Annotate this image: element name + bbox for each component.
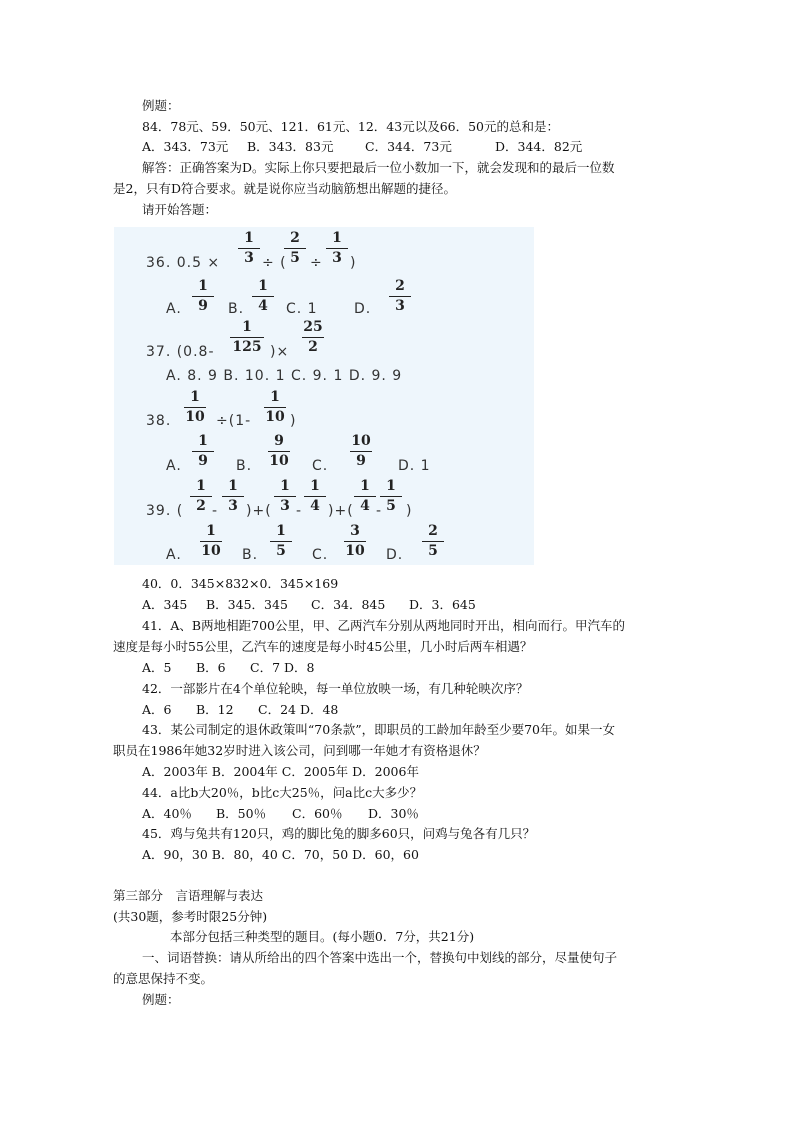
example-question: 84．78元、59．50元、121．61元、12．43元以及66．50元的总和是：	[142, 119, 560, 134]
q45: 45．鸡与兔共有120只，鸡的脚比兔的脚多60只，问鸡与兔各有几只？	[142, 826, 536, 841]
q38-close: )	[290, 413, 297, 429]
q39-fraction-6: 1 5	[380, 478, 402, 515]
q38-option-a: 1 9	[192, 433, 214, 470]
q39-c-label: C.	[312, 547, 329, 563]
answer-line-2: 是2，只有D符合要求。就是说你应当动脑筋想出解题的捷径。	[113, 181, 456, 196]
q38-option-c: 10 9	[351, 433, 371, 469]
option-b: B．343．83元	[247, 139, 334, 154]
q38-b-label: B.	[236, 458, 253, 474]
q39-join-2: )+(	[328, 503, 354, 519]
q38-prefix: 38.	[146, 413, 172, 429]
q38-option-d: D. 1	[398, 458, 431, 474]
q39-option-a: 1 10	[201, 523, 221, 559]
math-questions-image	[114, 227, 534, 565]
q38-fraction-2: 1 10	[265, 389, 285, 425]
q36-fraction-3: 1 3	[326, 230, 348, 267]
example-options	[142, 139, 582, 155]
q44-options: A．40％ B．50％ C．60％ D．30％	[142, 806, 419, 821]
q36-op1: ÷ (	[262, 255, 287, 271]
q39-fraction-2: 1 3	[222, 478, 244, 515]
q39-minus-2: -	[296, 503, 303, 519]
q41-line-2: 速度是每小时55公里，乙汽车的速度是每小时45公里，几小时后两车相遇？	[113, 639, 533, 654]
q36-op2: ÷	[310, 255, 323, 271]
q39-join-1: )+(	[246, 503, 272, 519]
option-c: C．344．73元	[365, 139, 452, 154]
option-d: D．344．82元	[495, 139, 583, 154]
part3-title: 第三部分 言语理解与表达	[113, 888, 264, 903]
q38-mid: ÷(1-	[216, 413, 252, 429]
option-a: A．343．73元	[142, 139, 229, 154]
part3-description: 本部分包括三种类型的题目。(每小题0．7分，共21分)	[170, 929, 475, 944]
q38-option-b: 9 10	[269, 433, 289, 469]
q36-prefix: 36. 0.5 ×	[146, 255, 221, 271]
q36-option-b: 1 4	[252, 278, 274, 315]
q39-option-b: 1 5	[270, 523, 292, 560]
q38-fraction-1: 1 10	[185, 389, 205, 425]
q37-prefix: 37. (0.8-	[146, 344, 215, 360]
q36-close: )	[350, 255, 357, 271]
q39-minus-3: -	[376, 503, 383, 519]
q39-fraction-5: 1 4	[354, 478, 376, 515]
q36-option-c: C. 1	[286, 301, 318, 317]
q41-line-1: 41．A、B两地相距700公里，甲、乙两汽车分别从两地同时开出，相向而行。甲汽车的	[142, 618, 625, 633]
q36-option-d: 2 3	[389, 278, 411, 315]
q38-c-label: C.	[312, 458, 329, 474]
q37-fraction-2: 25 2	[303, 319, 323, 355]
q39-option-c: 3 10	[345, 523, 365, 559]
q43-line-2: 职员在1986年她32岁时进入该公司，问到哪一年她才有资格退休？	[113, 743, 486, 758]
q39-d-label: D.	[386, 547, 404, 563]
section1-line-1: 一、词语替换：请从所给出的四个答案中选出一个，替换句中划线的部分，尽量使句子	[142, 950, 618, 965]
q37-mid: )×	[270, 344, 290, 360]
q40: 40．0．345×832×0．345×169	[142, 576, 339, 591]
q43-line-1: 43．某公司制定的退休政策叫“70条款”，即职员的工龄加年龄至少要70年。如果一女	[142, 722, 615, 737]
answer-line-1: 解答：正确答案为D。实际上你只要把最后一位小数加一下，就会发现和的最后一位数	[142, 160, 615, 175]
q42: 42．一部影片在4个单位轮映，每一单位放映一场，有几种轮映次序？	[142, 681, 529, 696]
q39-fraction-3: 1 3	[274, 478, 296, 515]
q39-option-d: 2 5	[422, 523, 444, 560]
q36-fraction-2: 2 5	[284, 230, 306, 267]
example-label: 例题：	[142, 98, 180, 113]
q36-d-label: D.	[354, 301, 372, 317]
q37-fraction-1: 1 125	[230, 319, 264, 356]
q39-prefix: 39. (	[146, 503, 184, 519]
q44: 44．a比b大20％，b比c大25％，问a比c大多少？	[142, 785, 423, 800]
section1-line-2: 的意思保持不变。	[113, 971, 214, 986]
start-prompt: 请开始答题：	[142, 202, 218, 217]
q37-options: A. 8. 9 B. 10. 1 C. 9. 1 D. 9. 9	[166, 368, 403, 384]
part3-example-label: 例题：	[142, 992, 180, 1007]
q36-b-label: B.	[228, 301, 245, 317]
q39-b-label: B.	[242, 547, 259, 563]
q42-options: A．6 B．12 C．24 D．48	[142, 702, 339, 717]
q43-options: A．2003年 B．2004年 C．2005年 D．2006年	[142, 764, 419, 779]
q36-fraction-1: 1 3	[238, 230, 260, 267]
q39-fraction-4: 1 4	[304, 478, 326, 515]
q39-fraction-1: 1 2	[190, 478, 212, 515]
q39-a-label: A.	[166, 547, 182, 563]
q36-a-label: A.	[166, 301, 182, 317]
q38-a-label: A.	[166, 458, 182, 474]
q41-options: A．5 B．6 C．7 D．8	[142, 660, 315, 675]
part3-subtitle: (共30题，参考时限25分钟)	[113, 909, 268, 924]
q36-option-a: 1 9	[192, 278, 214, 315]
q40-options: A．345 B．345．345 C．34．845 D．3．645	[142, 597, 476, 612]
q39-close: )	[406, 503, 413, 519]
q45-options: A．90，30 B．80，40 C．70，50 D．60，60	[142, 847, 419, 862]
q39-minus-1: -	[212, 503, 219, 519]
